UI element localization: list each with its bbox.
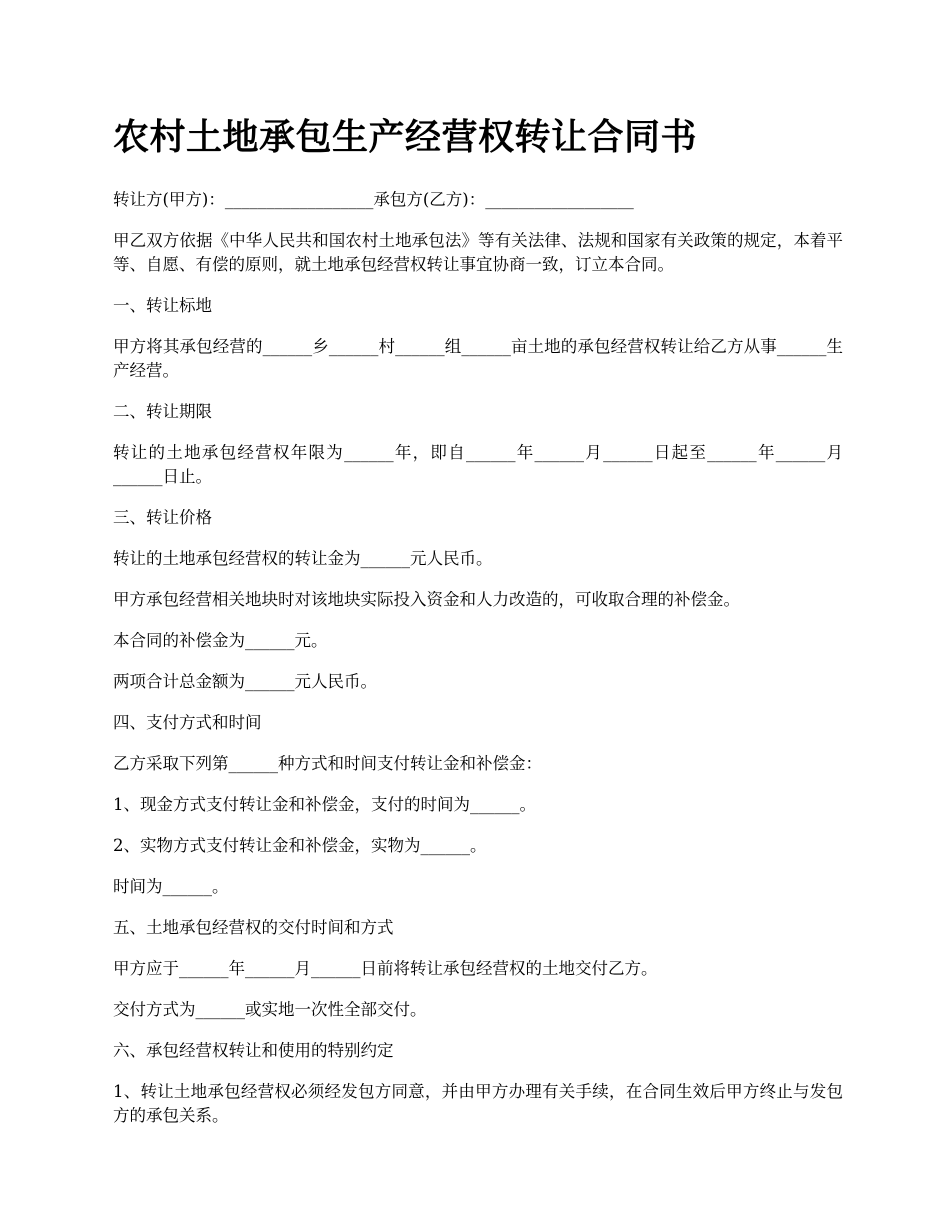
body-paragraph: 交付方式为______或实地一次性全部交付。: [113, 1000, 427, 1019]
body-paragraph: 甲方应于______年______月______日前将转让承包经营权的土地交付乙方。: [113, 959, 658, 978]
body-paragraph: 1、转让土地承包经营权必须经发包方同意，并由甲方办理有关手续，在合同生效后甲方终止与发包方的承包关系。: [113, 1082, 843, 1125]
section-heading-1: 一、转让标地: [113, 296, 212, 315]
body-paragraph: 1、现金方式支付转让金和补偿金，支付的时间为______。: [113, 795, 536, 814]
section-heading-6: 六、承包经营权转让和使用的特别约定: [113, 1041, 394, 1060]
body-paragraph: 两项合计总金额为______元人民币。: [113, 672, 377, 691]
body-paragraph: 转让的土地承包经营权年限为______年，即自______年______月______日起至______年______月______日止。: [113, 443, 843, 486]
preamble-paragraph: 甲乙双方依据《中华人民共和国农村土地承包法》等有关法律、法规和国家有关政策的规定，本着平等、自愿、有偿的原则，就土地承包经营权转让事宜协商一致，订立本合同。: [113, 231, 843, 274]
body-paragraph: 转让的土地承包经营权的转让金为______元人民币。: [113, 549, 493, 568]
body-paragraph: 本合同的补偿金为______元。: [113, 631, 328, 650]
parties-line: 转让方(甲方)：__________________承包方(乙方)：__________________: [113, 190, 634, 209]
document-page: [113, 112, 843, 1145]
section-heading-3: 三、转让价格: [113, 508, 212, 527]
section-heading-2: 二、转让期限: [113, 402, 212, 421]
document-title: 农村土地承包生产经营权转让合同书: [113, 116, 698, 158]
section-heading-5: 五、土地承包经营权的交付时间和方式: [113, 918, 394, 937]
body-paragraph: 时间为______。: [113, 877, 229, 896]
body-paragraph: 2、实物方式支付转让金和补偿金，实物为______。: [113, 836, 487, 855]
section-heading-4: 四、支付方式和时间: [113, 713, 262, 732]
body-paragraph: 甲方承包经营相关地块时对该地块实际投入资金和人力改造的，可收取合理的补偿金。: [113, 590, 740, 609]
body-paragraph: 甲方将其承包经营的______乡______村______组______亩土地的承包经营权转让给乙方从事______生产经营。: [113, 337, 843, 380]
body-paragraph: 乙方采取下列第______种方式和时间支付转让金和补偿金：: [113, 754, 542, 773]
